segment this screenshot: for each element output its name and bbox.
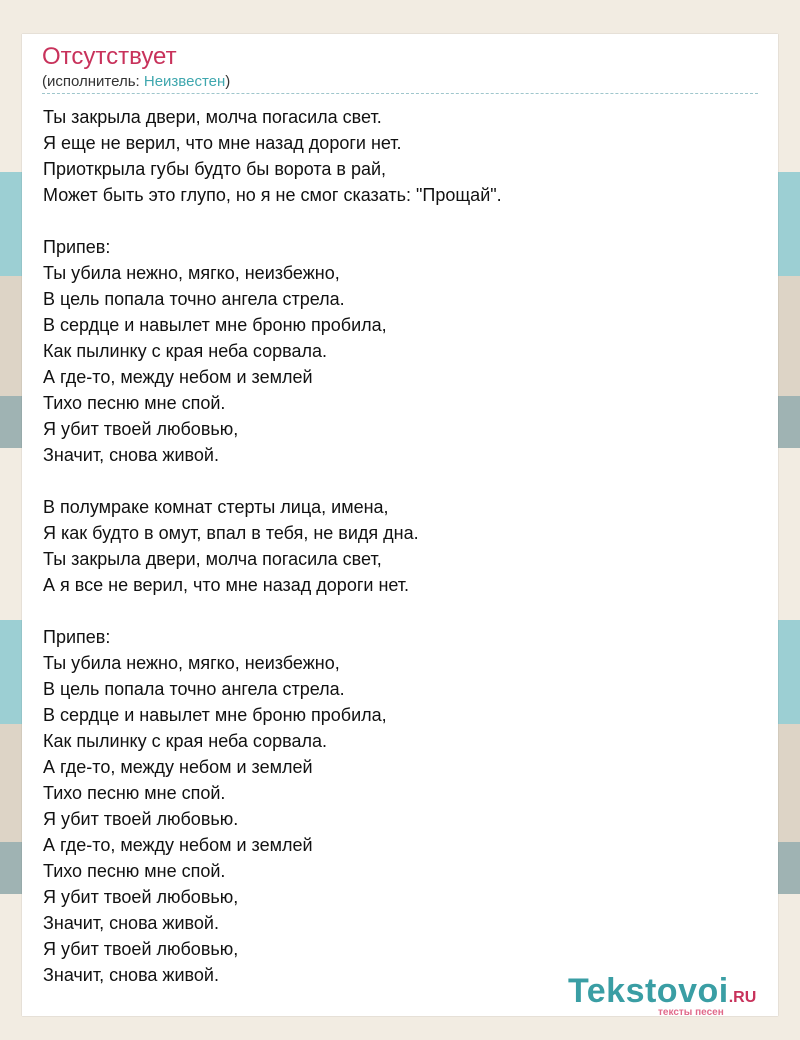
lyric-line: Значит, снова живой.: [43, 913, 219, 933]
lyric-line: В цель попала точно ангела стрела.: [43, 289, 345, 309]
artist-prefix: (исполнитель:: [42, 73, 144, 90]
lyric-line: Припев:: [43, 627, 111, 647]
lyric-line: Припев:: [43, 237, 111, 257]
tekstovoi-logo[interactable]: [568, 972, 778, 1020]
lyric-line: А где-то, между небом и землей: [43, 835, 313, 855]
logo-main-text: Tekstovoi: [568, 972, 729, 1010]
lyric-line: Ты убила нежно, мягко, неизбежно,: [43, 653, 340, 673]
lyric-line: Ты закрыла двери, молча погасила свет.: [43, 107, 382, 127]
stanza-break: [43, 468, 753, 494]
lyric-line: Я еще не верил, что мне назад дороги нет.: [43, 133, 402, 153]
lyric-line: А где-то, между небом и землей: [43, 757, 313, 777]
lyric-line: Я убит твоей любовью,: [43, 887, 239, 907]
lyrics-text: [43, 104, 753, 988]
lyric-line: Ты закрыла двери, молча погасила свет,: [43, 549, 382, 569]
lyric-line: Ты убила нежно, мягко, неизбежно,: [43, 263, 340, 283]
lyric-line: В сердце и навылет мне броню пробила,: [43, 705, 387, 725]
lyric-line: Тихо песню мне спой.: [43, 861, 226, 881]
lyric-line: Тихо песню мне спой.: [43, 393, 226, 413]
lyric-line: Приоткрыла губы будто бы ворота в рай,: [43, 159, 387, 179]
lyric-line: В цель попала точно ангела стрела.: [43, 679, 345, 699]
artist-link[interactable]: Неизвестен: [143, 73, 226, 90]
lyric-line: Тихо песню мне спой.: [43, 783, 226, 803]
stanza-break: [43, 598, 753, 624]
artist-line: [42, 72, 230, 92]
divider: [42, 93, 758, 94]
lyric-line: Я убит твоей любовью,: [43, 939, 239, 959]
lyric-line: Значит, снова живой.: [43, 445, 219, 465]
lyric-line: Я убит твоей любовью,: [43, 419, 239, 439]
lyric-line: Как пылинку с края неба сорвала.: [43, 341, 328, 361]
lyric-line: В полумраке комнат стерты лица, имена,: [43, 497, 389, 517]
lyric-line: Я убит твоей любовью.: [43, 809, 239, 829]
lyric-line: Может быть это глупо, но я не смог сказать: "Прощай".: [43, 185, 502, 205]
lyric-line: А я все не верил, что мне назад дороги нет.: [43, 575, 410, 595]
artist-suffix: ): [225, 73, 231, 90]
song-title: Отсутствует: [42, 43, 177, 70]
lyric-line: Значит, снова живой.: [43, 965, 219, 985]
lyric-line: А где-то, между небом и землей: [43, 367, 313, 387]
logo-tagline: тексты песен: [658, 1007, 724, 1018]
lyric-line: Как пылинку с края неба сорвала.: [43, 731, 328, 751]
lyrics-card: [22, 34, 778, 1016]
lyric-line: Я как будто в омут, впал в тебя, не видя дна.: [43, 523, 419, 543]
lyric-line: В сердце и навылет мне броню пробила,: [43, 315, 387, 335]
logo-tld: .RU: [728, 989, 757, 1006]
stanza-break: [43, 208, 753, 234]
